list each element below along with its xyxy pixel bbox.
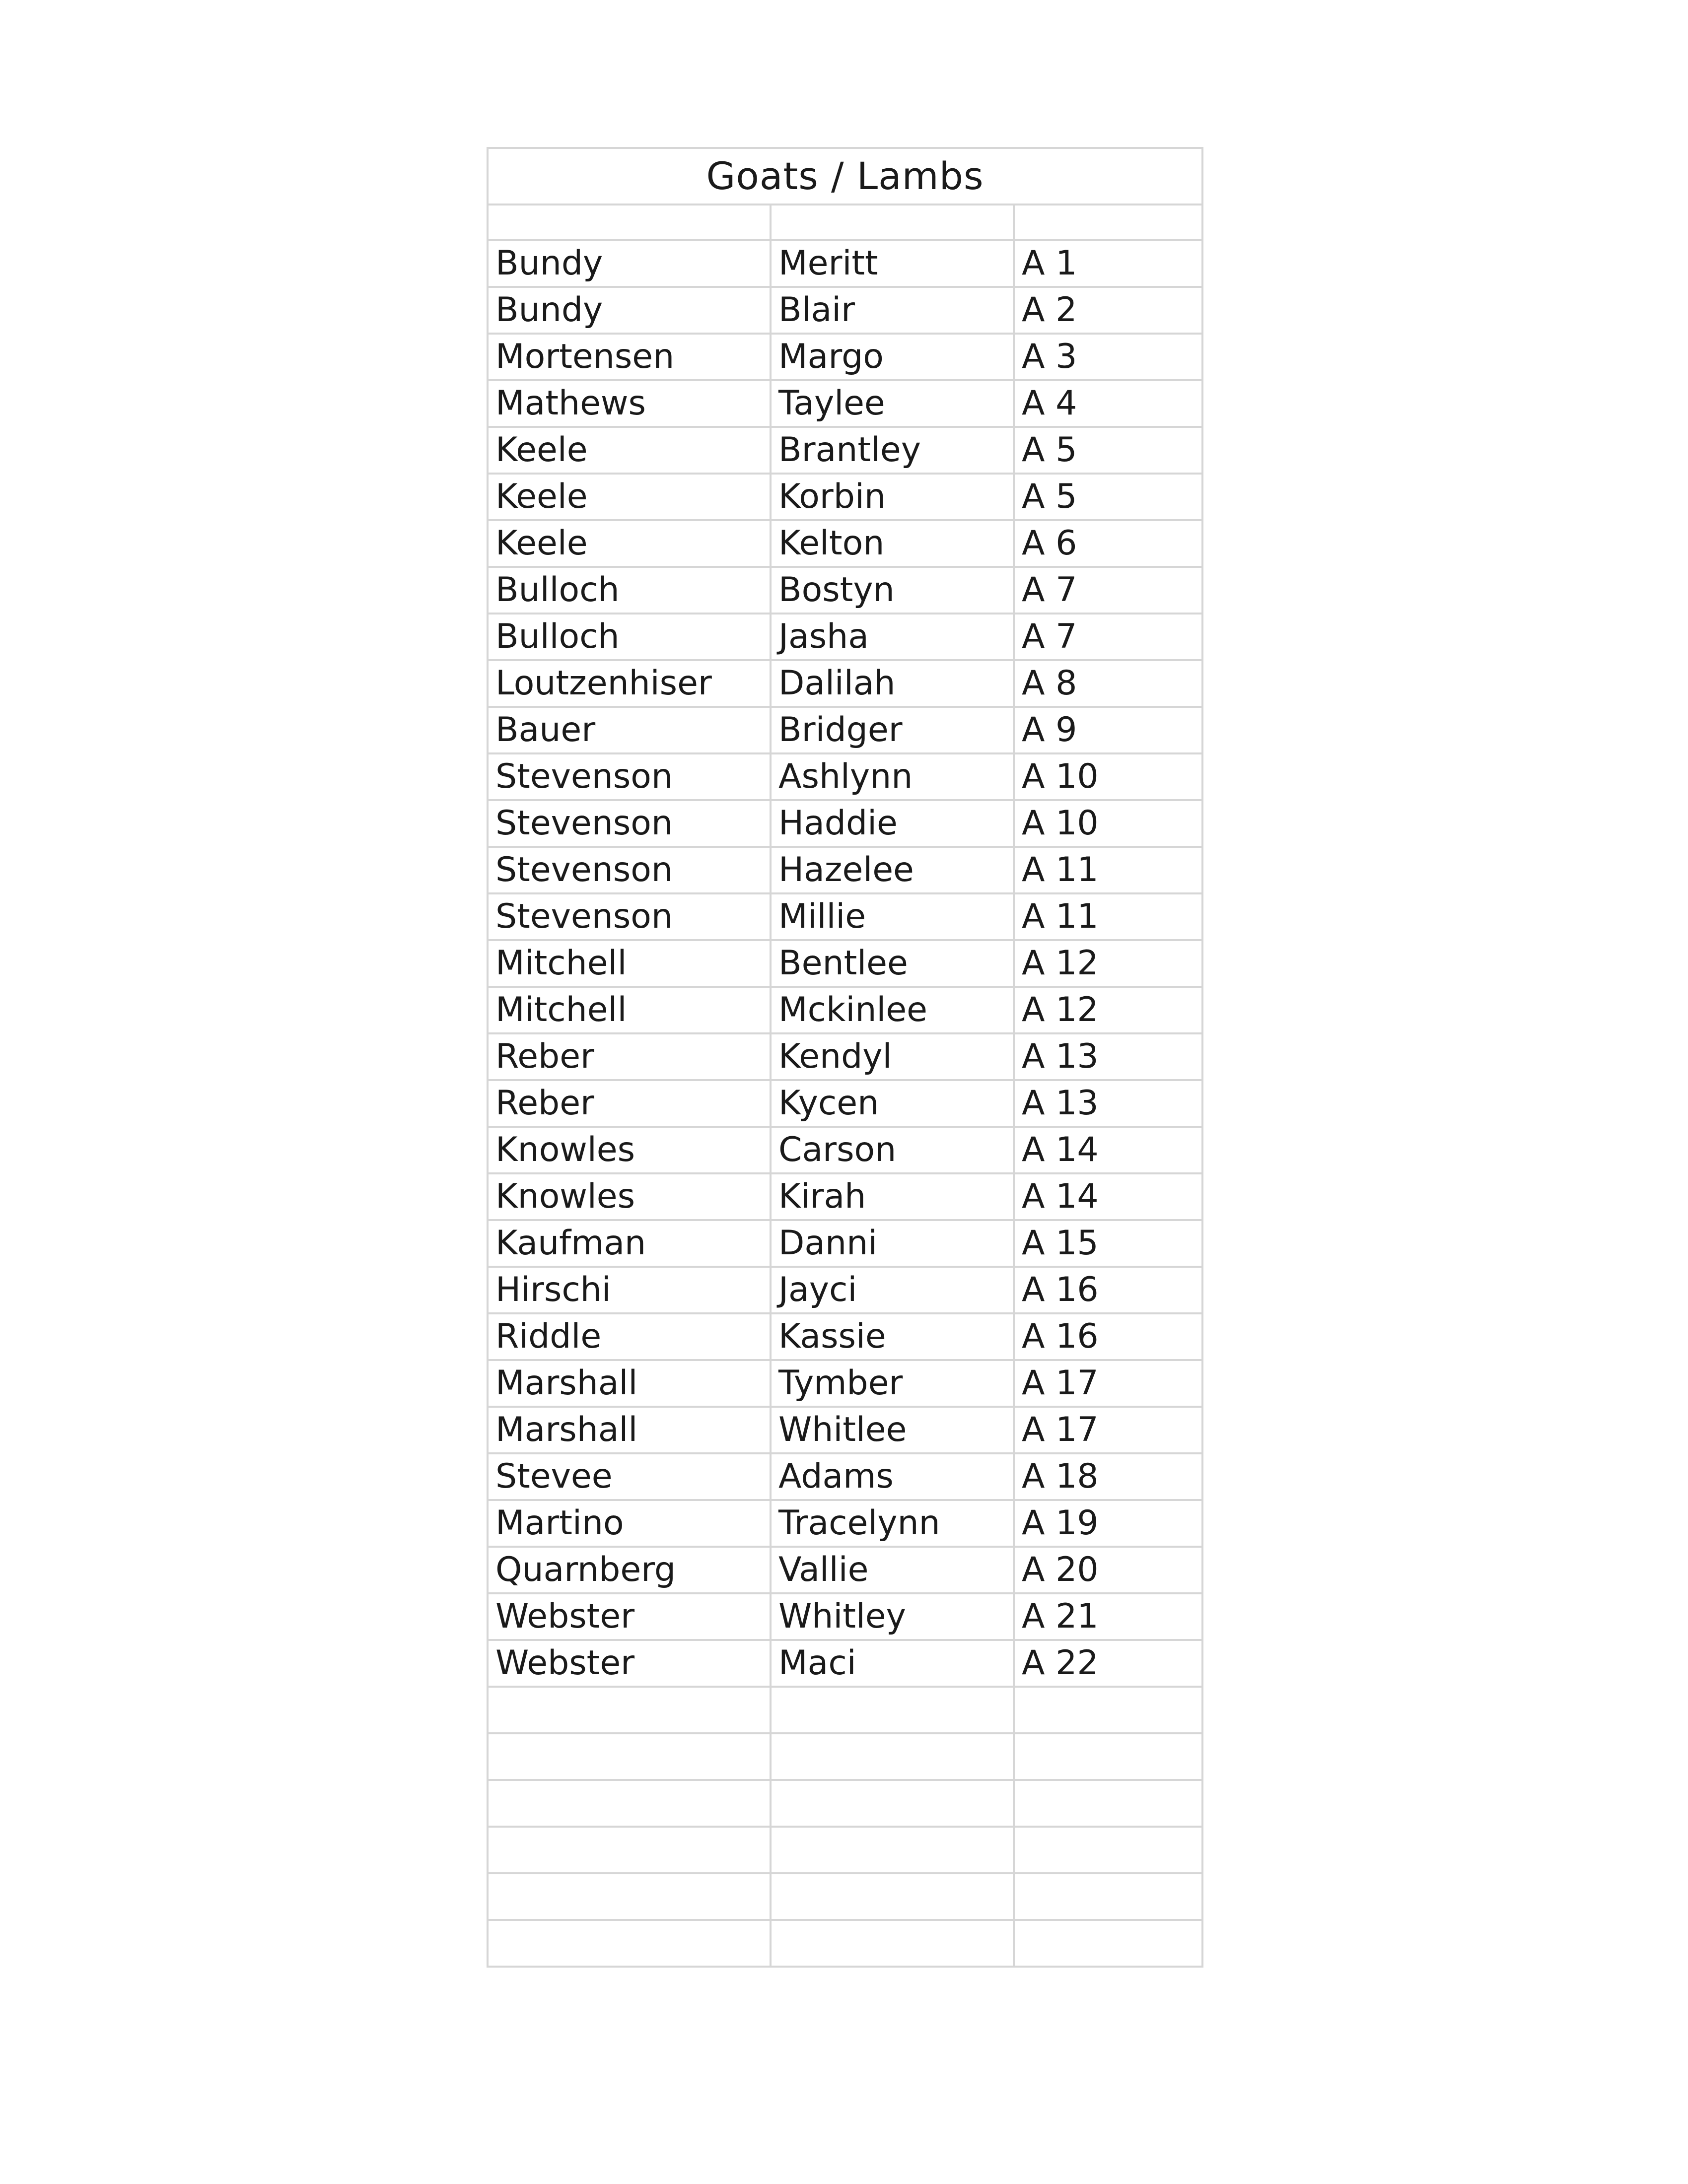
table-row: [488, 567, 1202, 614]
first-name-cell: Ashlynn: [771, 753, 1014, 800]
table-row: [488, 1780, 1202, 1827]
first-name-cell: Kassie: [771, 1313, 1014, 1360]
first-name-cell: Brantley: [771, 427, 1014, 474]
first-name-cell: Taylee: [771, 380, 1014, 427]
last-name-cell: Reber: [488, 1033, 771, 1080]
pen-number-cell: A 7: [1014, 567, 1202, 614]
pen-number-cell: [1014, 1827, 1202, 1873]
pen-number-cell: A 17: [1014, 1360, 1202, 1407]
first-name-cell: [771, 1733, 1014, 1780]
table-row: [488, 287, 1202, 334]
last-name-cell: Stevenson: [488, 893, 771, 940]
table-row: [488, 1033, 1202, 1080]
sheet-title: Goats / Lambs: [488, 148, 1202, 205]
last-name-cell: Stevenson: [488, 753, 771, 800]
last-name-cell: Stevenson: [488, 847, 771, 893]
pen-number-cell: [1014, 1873, 1202, 1920]
first-name-cell: Dalilah: [771, 660, 1014, 707]
first-name-cell: [771, 1780, 1014, 1827]
pen-number-cell: A 14: [1014, 1173, 1202, 1220]
last-name-cell: Knowles: [488, 1127, 771, 1173]
last-name-cell: Knowles: [488, 1173, 771, 1220]
table-row: [488, 1873, 1202, 1920]
pen-number-cell: A 4: [1014, 380, 1202, 427]
empty-cell: [771, 205, 1014, 240]
first-name-cell: Adams: [771, 1453, 1014, 1500]
last-name-cell: Webster: [488, 1593, 771, 1640]
last-name-cell: Quarnberg: [488, 1547, 771, 1593]
last-name-cell: Martino: [488, 1500, 771, 1547]
table-row: [488, 1220, 1202, 1267]
last-name-cell: [488, 1733, 771, 1780]
pen-number-cell: A 20: [1014, 1547, 1202, 1593]
pen-number-cell: A 16: [1014, 1267, 1202, 1313]
pen-number-cell: A 8: [1014, 660, 1202, 707]
last-name-cell: Keele: [488, 474, 771, 520]
table-row: [488, 1500, 1202, 1547]
table-row: [488, 1360, 1202, 1407]
last-name-cell: Bundy: [488, 240, 771, 287]
table-row: [488, 1313, 1202, 1360]
pen-number-cell: A 19: [1014, 1500, 1202, 1547]
last-name-cell: Stevee: [488, 1453, 771, 1500]
last-name-cell: [488, 1687, 771, 1733]
last-name-cell: Bauer: [488, 707, 771, 753]
pen-number-cell: A 12: [1014, 940, 1202, 987]
pen-number-cell: A 9: [1014, 707, 1202, 753]
pen-number-cell: A 17: [1014, 1407, 1202, 1453]
last-name-cell: [488, 1920, 771, 1967]
table-row: [488, 707, 1202, 753]
empty-cell: [1014, 205, 1202, 240]
table-row: [488, 753, 1202, 800]
pen-number-cell: A 6: [1014, 520, 1202, 567]
first-name-cell: Bostyn: [771, 567, 1014, 614]
table-row: [488, 800, 1202, 847]
table-row: [488, 1733, 1202, 1780]
pen-number-cell: A 10: [1014, 800, 1202, 847]
pen-number-cell: A 3: [1014, 334, 1202, 380]
first-name-cell: Tymber: [771, 1360, 1014, 1407]
pen-number-cell: A 5: [1014, 474, 1202, 520]
last-name-cell: Mitchell: [488, 940, 771, 987]
pen-number-cell: A 5: [1014, 427, 1202, 474]
first-name-cell: Blair: [771, 287, 1014, 334]
table-row: [488, 1593, 1202, 1640]
pen-number-cell: A 13: [1014, 1080, 1202, 1127]
last-name-cell: Keele: [488, 427, 771, 474]
pen-number-cell: [1014, 1733, 1202, 1780]
first-name-cell: Haddie: [771, 800, 1014, 847]
last-name-cell: Stevenson: [488, 800, 771, 847]
table-row: [488, 1687, 1202, 1733]
table-row: [488, 893, 1202, 940]
first-name-cell: Carson: [771, 1127, 1014, 1173]
last-name-cell: Mortensen: [488, 334, 771, 380]
first-name-cell: Kelton: [771, 520, 1014, 567]
table-body: [488, 148, 1202, 1967]
pen-number-cell: A 1: [1014, 240, 1202, 287]
last-name-cell: Loutzenhiser: [488, 660, 771, 707]
first-name-cell: Maci: [771, 1640, 1014, 1687]
pen-number-cell: A 11: [1014, 893, 1202, 940]
last-name-cell: [488, 1873, 771, 1920]
table-row: [488, 1127, 1202, 1173]
first-name-cell: [771, 1873, 1014, 1920]
first-name-cell: Whitlee: [771, 1407, 1014, 1453]
pen-number-cell: A 14: [1014, 1127, 1202, 1173]
table-row: [488, 1173, 1202, 1220]
pen-number-cell: A 21: [1014, 1593, 1202, 1640]
first-name-cell: Korbin: [771, 474, 1014, 520]
first-name-cell: Tracelynn: [771, 1500, 1014, 1547]
first-name-cell: Jayci: [771, 1267, 1014, 1313]
last-name-cell: Hirschi: [488, 1267, 771, 1313]
first-name-cell: Mckinlee: [771, 987, 1014, 1033]
last-name-cell: Marshall: [488, 1360, 771, 1407]
pen-number-cell: [1014, 1780, 1202, 1827]
last-name-cell: Marshall: [488, 1407, 771, 1453]
pen-number-cell: [1014, 1920, 1202, 1967]
pen-number-cell: A 16: [1014, 1313, 1202, 1360]
pen-number-cell: A 10: [1014, 753, 1202, 800]
spacer-row: [488, 205, 1202, 240]
last-name-cell: [488, 1827, 771, 1873]
table-row: [488, 660, 1202, 707]
pen-number-cell: A 7: [1014, 614, 1202, 660]
first-name-cell: Meritt: [771, 240, 1014, 287]
table-row: [488, 1080, 1202, 1127]
last-name-cell: Bulloch: [488, 567, 771, 614]
pen-number-cell: A 15: [1014, 1220, 1202, 1267]
first-name-cell: Whitley: [771, 1593, 1014, 1640]
pen-number-cell: A 12: [1014, 987, 1202, 1033]
table-row: [488, 847, 1202, 893]
last-name-cell: Reber: [488, 1080, 771, 1127]
table-row: [488, 1547, 1202, 1593]
last-name-cell: [488, 1780, 771, 1827]
table-row: [488, 987, 1202, 1033]
pen-number-cell: [1014, 1687, 1202, 1733]
title-row: [488, 148, 1202, 205]
last-name-cell: Mathews: [488, 380, 771, 427]
last-name-cell: Bundy: [488, 287, 771, 334]
goats-lambs-table: [487, 147, 1203, 1968]
table-row: [488, 1267, 1202, 1313]
first-name-cell: Hazelee: [771, 847, 1014, 893]
first-name-cell: Kirah: [771, 1173, 1014, 1220]
table-row: [488, 520, 1202, 567]
first-name-cell: Vallie: [771, 1547, 1014, 1593]
table-row: [488, 380, 1202, 427]
pen-number-cell: A 2: [1014, 287, 1202, 334]
first-name-cell: Margo: [771, 334, 1014, 380]
table-row: [488, 334, 1202, 380]
table-row: [488, 1640, 1202, 1687]
first-name-cell: Danni: [771, 1220, 1014, 1267]
pen-number-cell: A 13: [1014, 1033, 1202, 1080]
last-name-cell: Bulloch: [488, 614, 771, 660]
first-name-cell: [771, 1920, 1014, 1967]
first-name-cell: [771, 1687, 1014, 1733]
first-name-cell: Bridger: [771, 707, 1014, 753]
pen-number-cell: A 11: [1014, 847, 1202, 893]
empty-cell: [488, 205, 771, 240]
last-name-cell: Webster: [488, 1640, 771, 1687]
table-row: [488, 474, 1202, 520]
table-row: [488, 940, 1202, 987]
table-row: [488, 427, 1202, 474]
first-name-cell: Jasha: [771, 614, 1014, 660]
table-row: [488, 1920, 1202, 1967]
last-name-cell: Mitchell: [488, 987, 771, 1033]
first-name-cell: Kendyl: [771, 1033, 1014, 1080]
pen-number-cell: A 22: [1014, 1640, 1202, 1687]
first-name-cell: Bentlee: [771, 940, 1014, 987]
table-row: [488, 1453, 1202, 1500]
table-row: [488, 614, 1202, 660]
first-name-cell: Millie: [771, 893, 1014, 940]
last-name-cell: Keele: [488, 520, 771, 567]
table-row: [488, 1827, 1202, 1873]
first-name-cell: Kycen: [771, 1080, 1014, 1127]
last-name-cell: Riddle: [488, 1313, 771, 1360]
last-name-cell: Kaufman: [488, 1220, 771, 1267]
table-row: [488, 1407, 1202, 1453]
table-row: [488, 240, 1202, 287]
pen-number-cell: A 18: [1014, 1453, 1202, 1500]
first-name-cell: [771, 1827, 1014, 1873]
